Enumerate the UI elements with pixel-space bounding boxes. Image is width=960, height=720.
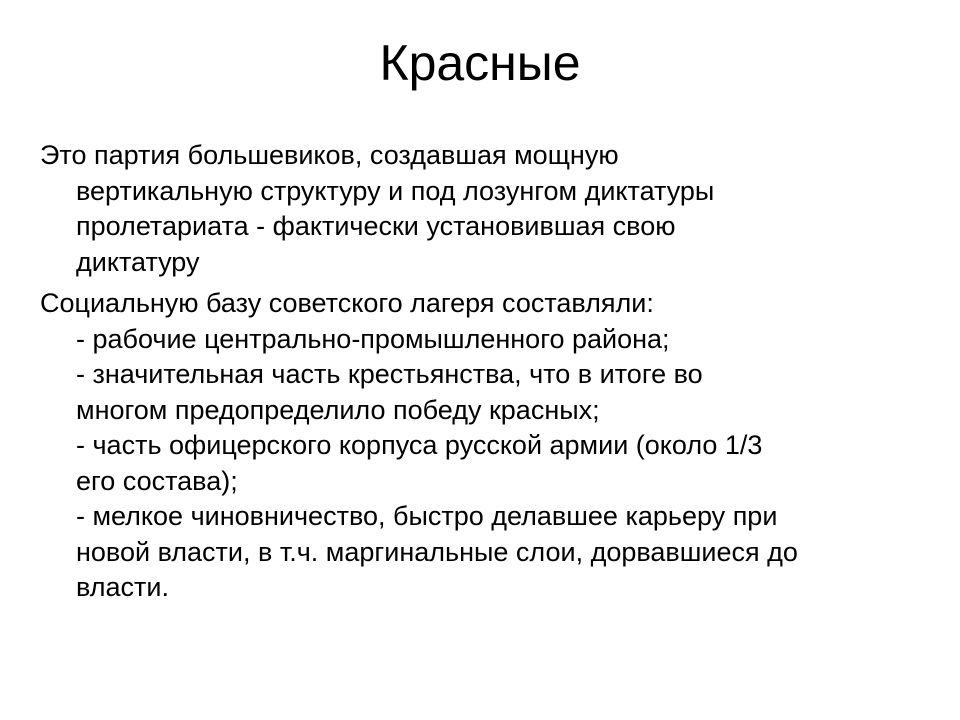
paragraph2-line-6: его состава); xyxy=(76,465,238,496)
slide-title: Красные xyxy=(379,35,581,91)
paragraph1-line-4: диктатуру xyxy=(76,246,200,277)
paragraph2-line-3: - значительная часть крестьянства, что в итоге во xyxy=(76,359,703,389)
paragraph2-line-2: - рабочие центрально-промышленного района; xyxy=(76,323,670,354)
paragraph2-line-1: Социальную базу советского лагеря составляли: xyxy=(40,288,654,318)
paragraph2-line-8: новой власти, в т.ч. маргинальные слои, дорвавшиеся до xyxy=(76,536,798,567)
paragraph-social-base xyxy=(40,286,940,606)
slide-body xyxy=(40,138,940,606)
paragraph2-line-4: многом предопределило победу красных; xyxy=(76,394,600,425)
paragraph2-line-7: - мелкое чиновничество, быстро делавшее карьеру при xyxy=(76,501,778,531)
paragraph1-line-1: Это партия большевиков, создавшая мощную xyxy=(40,140,619,170)
paragraph1-line-3: пролетариата - фактически установившая свою xyxy=(76,211,676,241)
paragraph1-line-2: вертикальную структуру и под лозунгом диктатуры xyxy=(76,175,715,206)
paragraph2-line-5: - часть офицерского корпуса русской армии (около 1/3 xyxy=(76,430,763,460)
paragraph2-line-9: власти. xyxy=(76,572,169,602)
paragraph-bolsheviks xyxy=(40,138,940,280)
